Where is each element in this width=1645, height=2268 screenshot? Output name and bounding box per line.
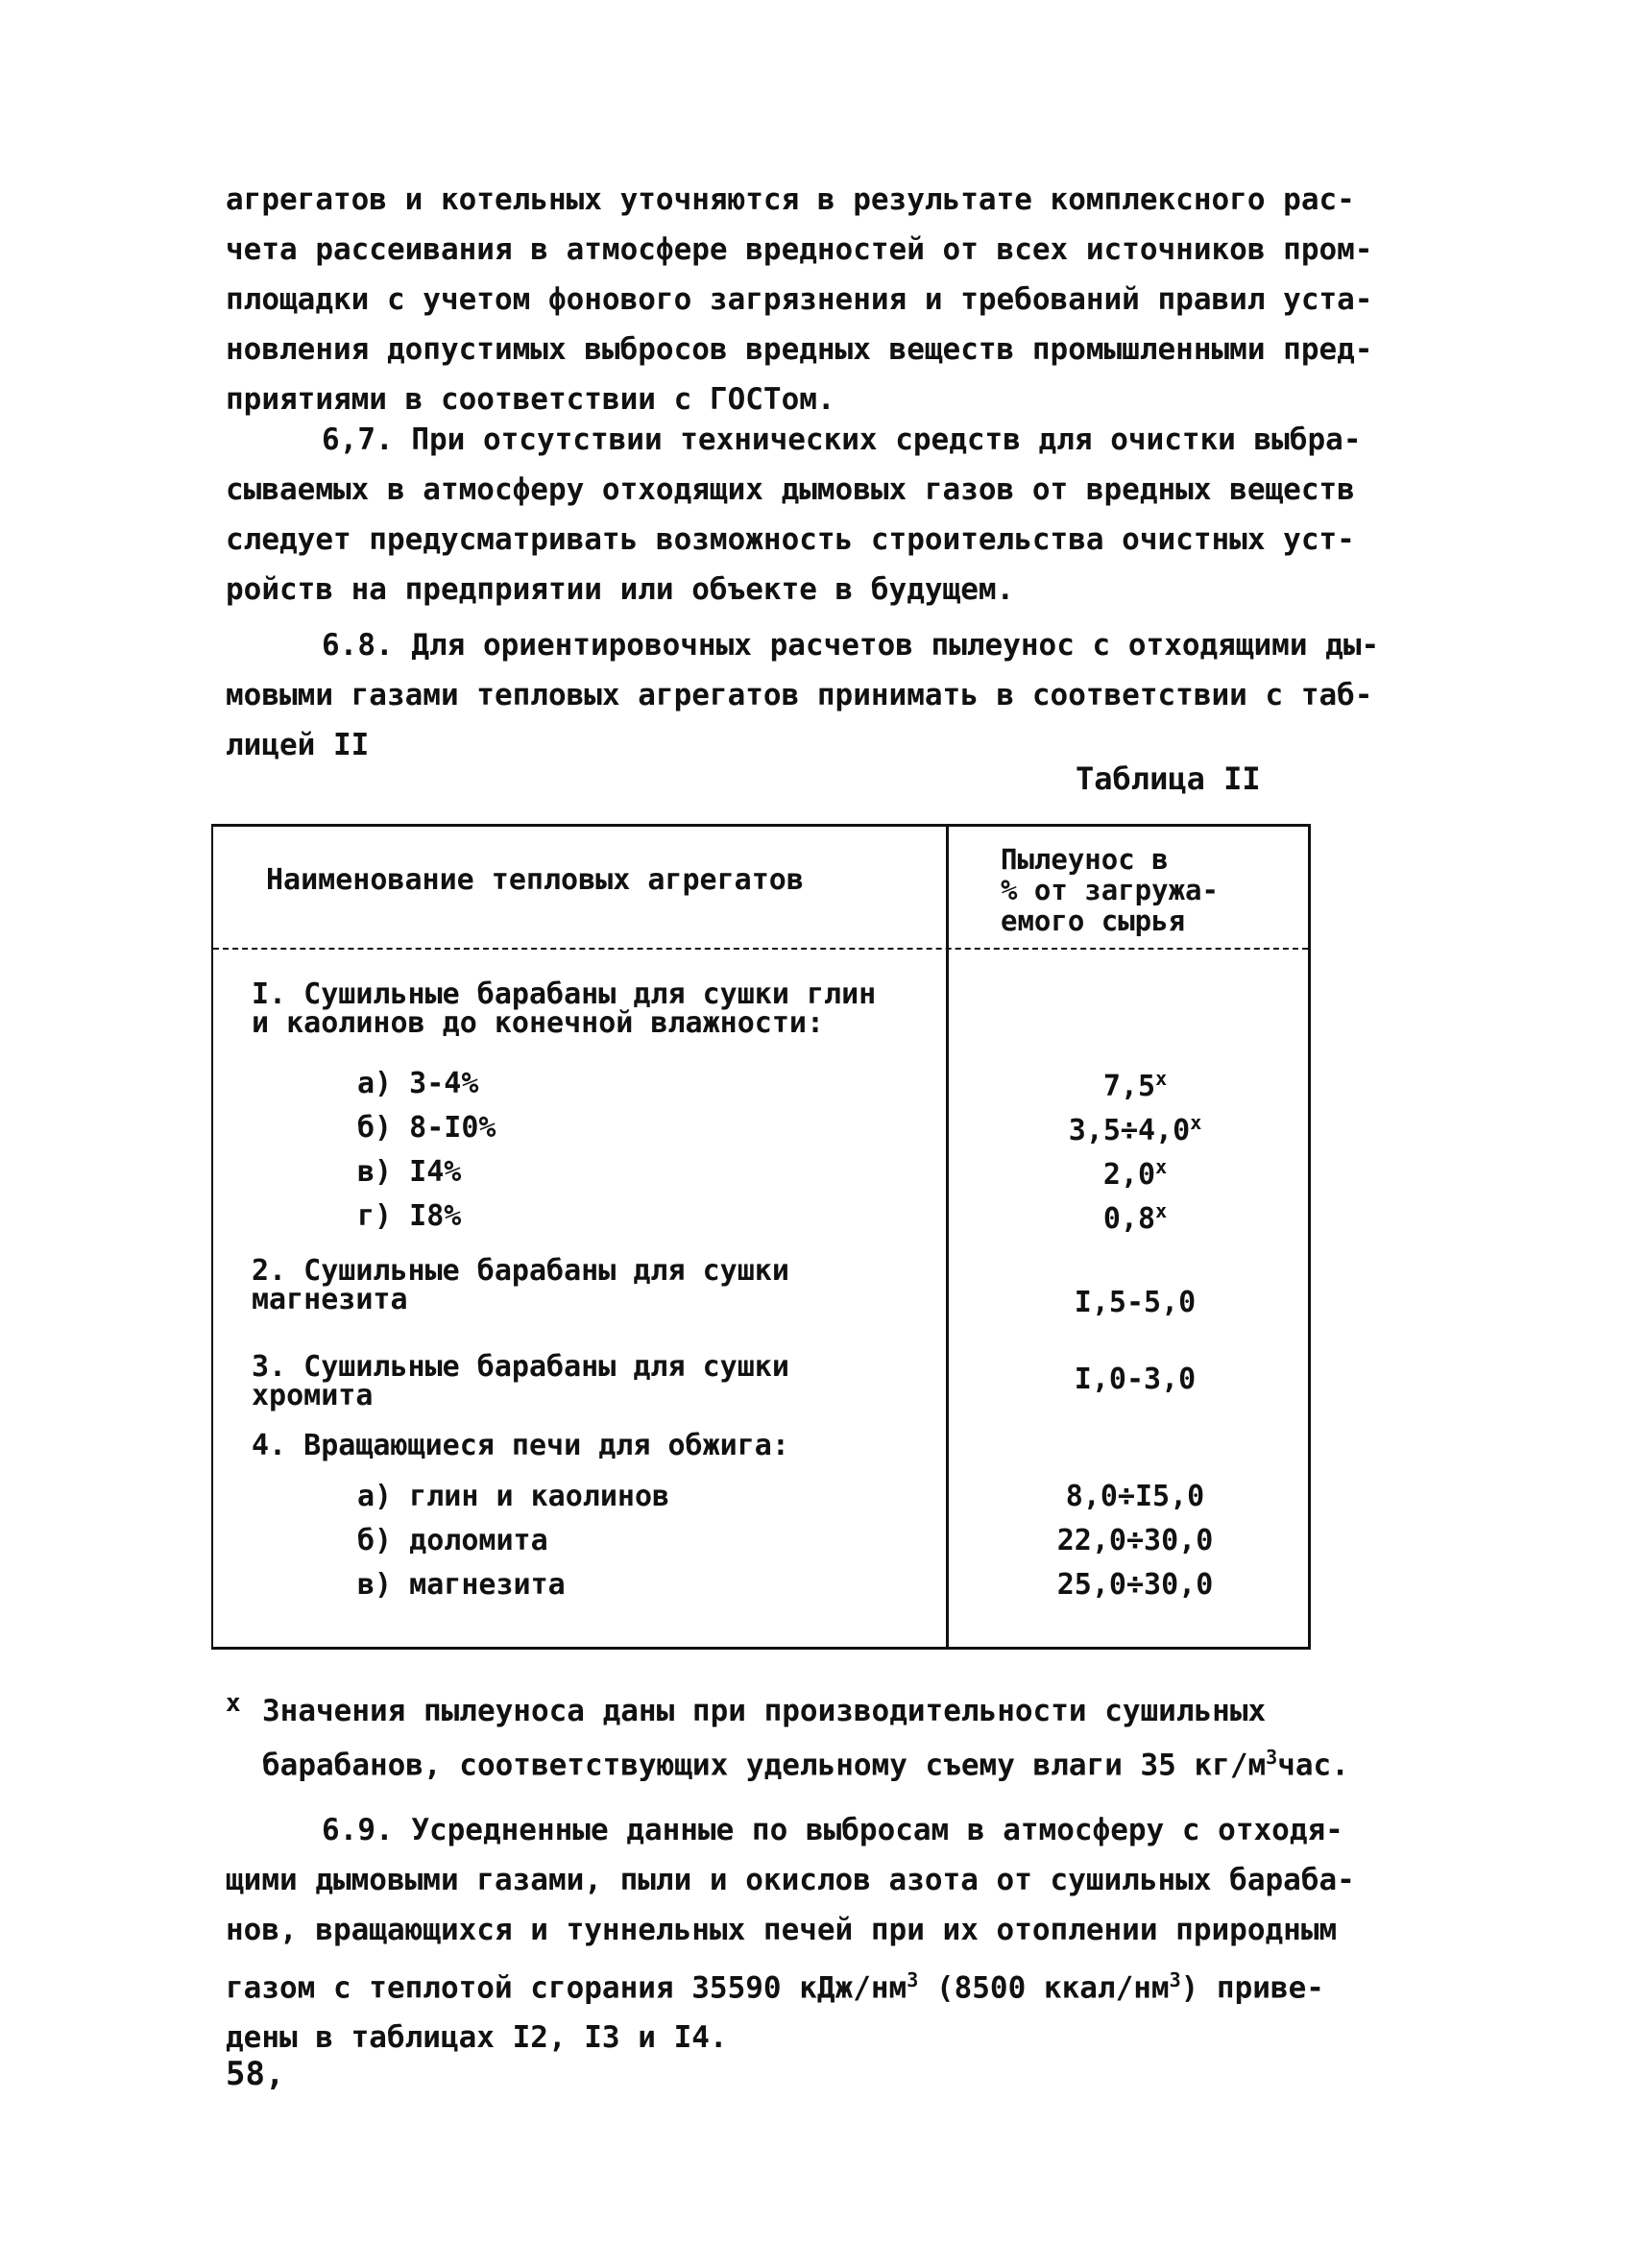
text-line: 6.8. Для ориентировочных расчетов пылеунос с отходящими ды- bbox=[322, 628, 1380, 663]
text-line: площадки с учетом фонового загрязнения и требований правил уста- bbox=[226, 282, 1373, 317]
text-line: лицей II bbox=[226, 728, 370, 762]
column-header-dust-percent bbox=[1001, 844, 1289, 936]
row-name-line: 4. Вращающиеся печи для обжига: bbox=[252, 1429, 789, 1462]
row-name-line: 2. Сушильные барабаны для сушки bbox=[252, 1254, 789, 1288]
text-line: 6.9. Усредненные данные по выбросам в атмосферу с отходя- bbox=[322, 1813, 1343, 1847]
row-sub-label: б) 8-I0% bbox=[357, 1111, 496, 1145]
row-name bbox=[252, 1429, 924, 1462]
row-name-line: I. Сушильные барабаны для сушки глин bbox=[252, 977, 877, 1011]
row-sub-label: а) глин и каолинов bbox=[357, 1480, 670, 1513]
row-sub-label: в) магнезита bbox=[357, 1568, 566, 1602]
text-line: чета рассеивания в атмосфере вредностей от всех источников пром- bbox=[226, 232, 1373, 267]
row-sub-label: б) доломита bbox=[357, 1524, 548, 1557]
row-name-line: магнезита bbox=[252, 1283, 408, 1316]
text-line: дены в таблицах I2, I3 и I4. bbox=[226, 2020, 728, 2056]
row-name-line: хромита bbox=[252, 1379, 374, 1412]
row-name bbox=[252, 977, 924, 1040]
section-6-9-paragraph bbox=[226, 1805, 1436, 2063]
row-value: $3,5\div 4,0^x$ bbox=[1068, 1111, 1202, 1147]
text-line: сываемых в атмосферу отходящих дымовых газов от вредных веществ bbox=[226, 472, 1355, 507]
row-value: 22,0÷30,0 bbox=[1056, 1524, 1214, 1557]
text-line: нов, вращающихся и туннельных печей при их отоплении природным bbox=[226, 1913, 1338, 1947]
row-sub-label: г) I8% bbox=[357, 1199, 462, 1233]
section-6-7-paragraph bbox=[226, 415, 1436, 615]
text-line: мовыми газами тепловых агрегатов принимать в соответствии с таб- bbox=[226, 678, 1373, 712]
intro-paragraph bbox=[226, 175, 1436, 424]
text-line: барабанов, соответствующих удельному съему влаги 35 $кг/м^3час$. bbox=[262, 1746, 1349, 1783]
text-line: газом с теплотой сгорания 35590 кДж/$нм^3$ (8500 ккал/$нм^3$) приве- bbox=[226, 1968, 1324, 2006]
header-divider bbox=[213, 948, 1308, 950]
row-name bbox=[252, 1350, 924, 1412]
row-sub-label: в) I4% bbox=[357, 1155, 462, 1189]
table-footnote bbox=[226, 1688, 1436, 1788]
text-line: щими дымовыми газами, пыли и окислов азота от сушильных бараба- bbox=[226, 1863, 1355, 1897]
text-line: приятиями в соответствии с ГОСТом. bbox=[226, 382, 835, 417]
text-line: 6,7. При отсутствии технических средств для очистки выбра- bbox=[322, 422, 1362, 457]
section-6-8-paragraph bbox=[226, 620, 1436, 770]
table-caption: Таблица II bbox=[1076, 760, 1261, 797]
dust-carryover-table bbox=[211, 824, 1311, 1650]
text-line: агрегатов и котельных уточняются в результате комплексного рас- bbox=[226, 182, 1355, 217]
page-number: 58, bbox=[226, 2055, 285, 2093]
row-value: 7,5$^x$ bbox=[1102, 1067, 1168, 1103]
text-line: следует предусматривать возможность строительства очистных уст- bbox=[226, 522, 1355, 557]
row-value: I,5-5,0 bbox=[1074, 1286, 1197, 1319]
column-divider bbox=[946, 827, 949, 1647]
row-name bbox=[252, 1254, 924, 1316]
row-value: I,0-3,0 bbox=[1074, 1363, 1197, 1396]
row-sub-label: а) 3-4% bbox=[357, 1067, 479, 1100]
text-line: новления допустимых выбросов вредных веществ промышленными пред- bbox=[226, 332, 1373, 367]
row-value: 2,0$^x$ bbox=[1102, 1155, 1168, 1192]
header-line: % от загружа- bbox=[1001, 874, 1219, 906]
row-value: 0,8$^x$ bbox=[1102, 1199, 1168, 1236]
row-value: 8,0÷I5,0 bbox=[1065, 1480, 1205, 1513]
row-value: 25,0÷30,0 bbox=[1056, 1568, 1214, 1602]
header-line: Пылеунос в bbox=[1001, 843, 1169, 876]
text-line: ройств на предприятии или объекте в будущем. bbox=[226, 572, 1015, 607]
text-line: Значения пылеуноса даны при производительности сушильных bbox=[262, 1694, 1267, 1728]
header-line: емого сырья bbox=[1001, 905, 1186, 937]
column-header-unit-name: Наименование тепловых агрегатов bbox=[266, 863, 804, 897]
row-name-line: и каолинов до конечной влажности: bbox=[252, 1006, 825, 1040]
row-name-line: 3. Сушильные барабаны для сушки bbox=[252, 1350, 789, 1384]
footnote-mark: x bbox=[226, 1689, 241, 1718]
